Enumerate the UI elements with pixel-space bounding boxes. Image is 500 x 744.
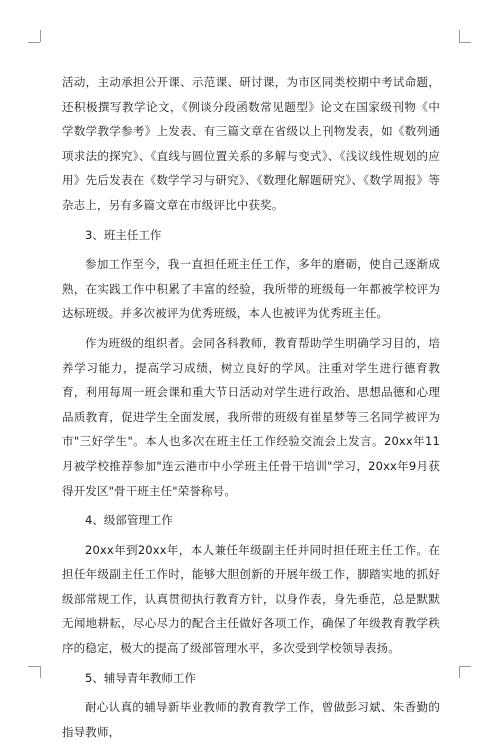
crop-mark-bottom-left-v [40,666,41,678]
body-paragraph: 参加工作至今，我一直担任班主任工作，多年的磨砺，使自己逐渐成熟，在实践工作中积累了丰富的经验，我所带的班级每一年都被学校评为达标班级。并多次被评为优秀班级，本人也被评为优秀班主任。 [62,257,440,321]
crop-mark-top-left-h [28,42,40,43]
section-heading: 5、辅导青年教师工作 [85,670,196,685]
crop-mark-bottom-right-h [459,666,471,667]
crop-mark-top-right-v [459,30,460,42]
crop-mark-bottom-right-v [459,666,460,678]
crop-mark-bottom-left-h [28,666,40,667]
body-paragraph: 20xx年到20xx年，本人兼任年级副主任并同时担任班主任工作。在担任年级副主任工作时，能够大胆创新的开展年级工作，脚踏实地的抓好级部常规工作，认真贯彻执行教育方针，以身作表，身先垂范，总是默默无闻地耕耘，尽心尽力的配合主任做好各项工作，确保了年级教育教学秩序的稳定，极大的提高了级部管理水平，多次受到学校领导表扬。 [62,542,440,656]
section-heading: 3、班主任工作 [85,227,162,242]
body-paragraph: 活动，主动承担公开课、示范课、研讨课，为市区同类校期中考试命题，还积极撰写教学论文，《例谈分段函数常见题型》论文在国家级刊物《中学数学教学参考》上发表、有三篇文章在省级以上刊物发表，如《数列通项求法的探究》、《直线与圆位置关系的多解与变式》、《浅议线性规划的应用》先后发表在《数学学习与研究》、《数理化解题研究》、《数学周报》等杂志上，另有多篇文章在市级评比中获奖。 [62,75,440,212]
crop-mark-top-left-v [40,30,41,42]
body-paragraph: 作为班级的组织者。会同各科教师，教育帮助学生明确学习目的，培养学习能力，提高学习成绩，树立良好的学风。注重对学生进行德育教育，利用每周一班会课和重大节日活动对学生进行政治、思想品德和心理品质教育，促进学生全面发展，我所带的班级有崔星梦等三名同学被评为市"三好学生"。本人也多次在班主任工作经验交流会上发言。20xx年11月被学校推荐参加"连云港市中小学班主任骨干培训"学习，20xx年9月获得开发区"骨干班主任"荣誉称号。 [62,335,440,498]
section-heading: 4、级部管理工作 [85,513,173,528]
crop-mark-top-right-h [459,42,471,43]
document-body [62,70,440,744]
body-paragraph: 耐心认真的辅导新毕业教师的教育教学工作，曾做彭习斌、朱香勤的指导教师， [62,700,440,739]
